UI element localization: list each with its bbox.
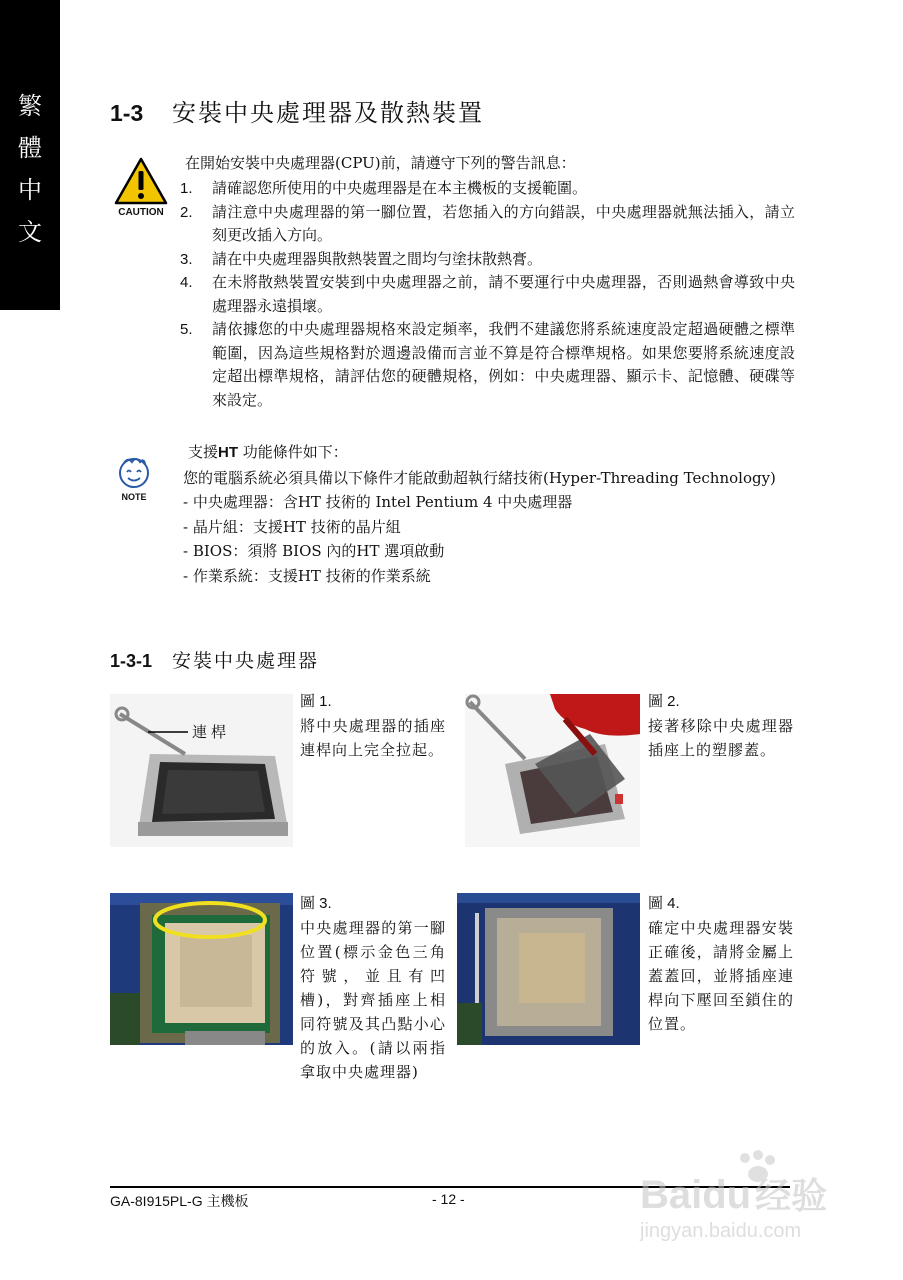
section-title: 安裝中央處理器及散熱裝置: [172, 99, 484, 127]
item-number: 4.: [180, 274, 193, 291]
baidu-watermark: [640, 1150, 855, 1250]
figure-3-text: 中央處理器的第一腳位置(標示金色三角符號，並且有凹槽)，對齊插座上相同符號及其凸點小心的放入。(請以兩指拿取中央處理器): [300, 919, 446, 1081]
figure-3-caption: [300, 892, 446, 1084]
ht-line: - BIOS：須將 BIOS 內的HT 選項啟動: [183, 542, 445, 560]
subsection-number: 1-3-1: [110, 651, 153, 671]
caution-label: CAUTION: [118, 207, 164, 218]
language-tab-char: 文: [18, 218, 42, 246]
ht-line: - 晶片組：支援HT 技術的晶片組: [183, 517, 401, 536]
list-item: [180, 271, 795, 318]
figure-3-photo: [110, 893, 293, 1045]
item-number: 3.: [180, 250, 193, 268]
ht-line: - 作業系統：支援HT 技術的作業系統: [183, 566, 431, 585]
footer-model: GA-8I915PL-G 主機板: [110, 1193, 249, 1209]
ht-title: [188, 440, 803, 466]
language-tab-char: 體: [18, 134, 42, 162]
figure-3-label: 圖 3.: [300, 895, 332, 912]
ht-line: - 中央處理器：含HT 技術的 Intel Pentium 4 中央處理器: [183, 493, 573, 511]
ht-line: 您的電腦系統必須具備以下條件才能啟動超執行緒技術(Hyper-Threading Technology): [183, 468, 776, 487]
note-label: NOTE: [121, 492, 147, 502]
note-badge: [112, 455, 156, 502]
subsection-heading: [110, 646, 319, 673]
language-tab-char: 中: [18, 176, 42, 204]
watermark-brand-en: Baidu: [640, 1173, 752, 1217]
figure-4-caption: [648, 892, 794, 1036]
language-tab-char: 繁: [18, 92, 42, 120]
caution-icon: [114, 157, 168, 205]
item-text: 請注意中央處理器的第一腳位置，若您插入的方向錯誤，中央處理器就無法插入，請立刻更改插入方向。: [212, 202, 795, 244]
figure-1-photo: [110, 694, 293, 847]
subsection-title: 安裝中央處理器: [172, 650, 320, 672]
figure-4-photo: [457, 893, 640, 1045]
item-number: 5.: [180, 321, 193, 338]
section-number: 1-3: [110, 100, 144, 126]
item-text: 請依據您的中央處理器規格來設定頻率，我們不建議您將系統速度設定超過硬體之標準範圍，因為這些規格對於週邊設備而言並不算是符合標準規格。如果您要將系統速度設定超出標準規格，請評估您的硬體規格，例如：中央處理器、顯示卡、記憶體、硬碟等來設定。: [212, 320, 795, 409]
list-item: [180, 318, 795, 412]
lever-annotation: 連桿: [192, 723, 231, 741]
watermark-brand-cn: 经验: [755, 1175, 828, 1216]
ht-title-post: 功能條件如下：: [238, 443, 348, 461]
item-text: 請在中央處理器與散熱裝置之間均勻塗抹散熱膏。: [212, 249, 543, 268]
figure-4-label: 圖 4.: [648, 895, 680, 912]
figure-4-text: 確定中央處理器安裝正確後，請將金屬上蓋蓋回，並將插座連桿向下壓回至鎖住的位置。: [648, 919, 794, 1033]
figure-1-text: 將中央處理器的插座連桿向上完全拉起。: [300, 717, 446, 759]
figure-2-caption: [648, 690, 794, 762]
figure-2-label: 圖 2.: [648, 693, 680, 710]
figure-2-photo: [465, 694, 640, 847]
note-icon: [114, 455, 154, 491]
item-number: 2.: [180, 203, 193, 221]
caution-list: [180, 177, 795, 412]
item-number: 1.: [180, 180, 193, 197]
item-text: 在未將散熱裝置安裝到中央處理器之前，請不要運行中央處理器，否則過熱會導致中央處理器永遠損壞。: [212, 273, 795, 315]
ht-title-pre: 支援: [188, 443, 219, 461]
section-heading: [110, 93, 484, 128]
list-item: [180, 177, 795, 201]
watermark-url: jingyan.baidu.com: [640, 1220, 802, 1242]
page-number: - 12 -: [432, 1191, 465, 1207]
language-tab: [0, 0, 60, 310]
ht-title-bold: HT: [218, 444, 239, 461]
caution-badge: [112, 157, 170, 218]
figure-1-caption: [300, 690, 446, 762]
list-item: [180, 248, 795, 272]
caution-intro: 在開始安裝中央處理器(CPU)前，請遵守下列的警告訊息：: [185, 154, 576, 172]
item-text: 請確認您所使用的中央處理器是在本主機板的支援範圍。: [212, 179, 588, 197]
figure-2-text: 接著移除中央處理器插座上的塑膠蓋。: [648, 717, 794, 759]
watermark-brand: [640, 1168, 827, 1219]
list-item: [180, 201, 795, 248]
figure-1-label: 圖 1.: [300, 693, 332, 710]
ht-requirements: [183, 440, 803, 588]
